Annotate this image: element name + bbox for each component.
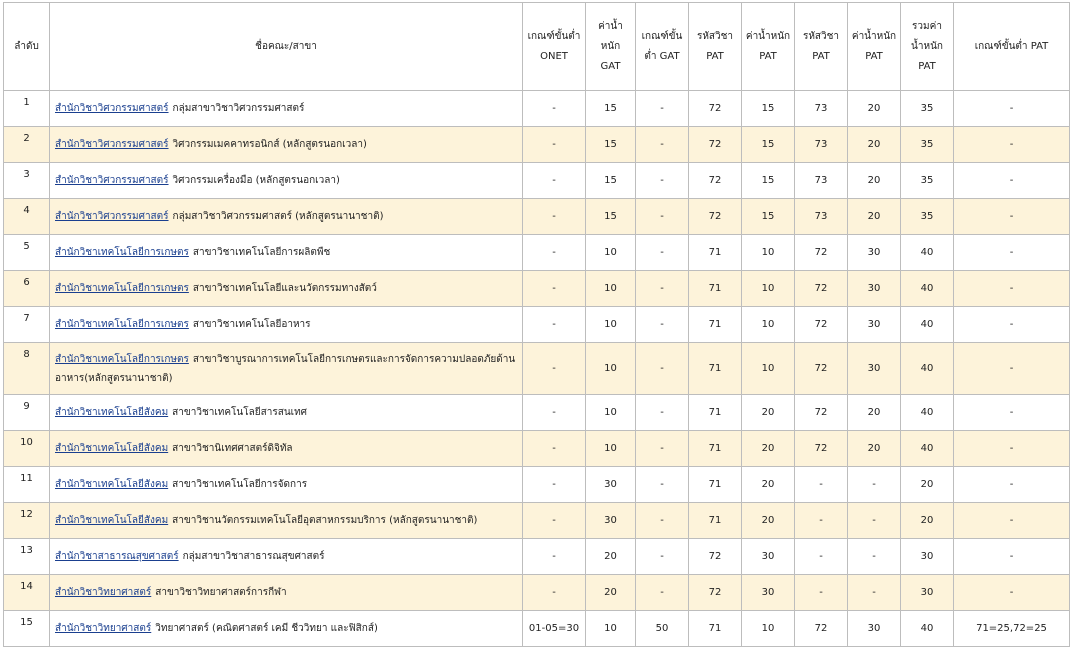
pat-weight-2-cell: - (848, 539, 901, 575)
onet-min-cell: - (523, 431, 586, 467)
pat-weight-2-cell: 20 (848, 91, 901, 127)
pat-weight-1-cell: 10 (742, 343, 795, 395)
table-row (4, 539, 1070, 575)
pat-weight-2-cell: 30 (848, 271, 901, 307)
pat-weight-2-cell: - (848, 503, 901, 539)
school-link[interactable]: สำนักวิชาเทคโนโลยีการเกษตร (55, 353, 189, 365)
gat-weight-cell: 10 (586, 235, 636, 271)
onet-min-cell: - (523, 163, 586, 199)
gat-min-cell: - (636, 395, 689, 431)
program-label: กลุ่มสาขาวิชาวิศวกรรมศาสตร์ (172, 103, 305, 114)
header-pat-code-2: รหัสวิชา PAT (795, 3, 848, 91)
program-name-cell (50, 503, 523, 539)
pat-code-1-cell: 71 (689, 467, 742, 503)
pat-code-2-cell: 72 (795, 307, 848, 343)
gat-min-cell: - (636, 91, 689, 127)
gat-min-cell: - (636, 343, 689, 395)
row-number-cell: 12 (4, 503, 50, 539)
gat-weight-cell: 15 (586, 91, 636, 127)
pat-code-2-cell: 72 (795, 271, 848, 307)
pat-code-1-cell: 71 (689, 431, 742, 467)
pat-weight-1-cell: 10 (742, 307, 795, 343)
gat-min-cell: - (636, 307, 689, 343)
onet-min-cell: - (523, 307, 586, 343)
gat-weight-cell: 20 (586, 539, 636, 575)
pat-weight-1-cell: 10 (742, 235, 795, 271)
row-number-cell: 15 (4, 611, 50, 647)
pat-weight-1-cell: 10 (742, 611, 795, 647)
pat-code-1-cell: 72 (689, 575, 742, 611)
pat-weight-1-cell: 15 (742, 91, 795, 127)
pat-weight-2-cell: 30 (848, 343, 901, 395)
program-name-cell (50, 271, 523, 307)
pat-weight-1-cell: 15 (742, 199, 795, 235)
pat-total-cell: 35 (901, 91, 954, 127)
row-number-cell: 3 (4, 163, 50, 199)
row-number-cell: 7 (4, 307, 50, 343)
pat-total-cell: 40 (901, 395, 954, 431)
table-row (4, 611, 1070, 647)
onet-min-cell: - (523, 575, 586, 611)
pat-min-cell: - (954, 467, 1070, 503)
pat-total-cell: 35 (901, 127, 954, 163)
program-name-cell (50, 199, 523, 235)
gat-weight-cell: 15 (586, 199, 636, 235)
pat-weight-2-cell: 20 (848, 431, 901, 467)
program-label: วิศวกรรมเมคคาทรอนิกส์ (หลักสูตรนอกเวลา) (172, 139, 367, 150)
onet-min-cell: - (523, 467, 586, 503)
program-label: สาขาวิชาบูรณาการเทคโนโลยีการเกษตรและการจัดการความปลอดภัยด้านอาหาร(หลักสูตรนานาชาติ) (55, 353, 516, 384)
table-row (4, 343, 1070, 395)
school-link[interactable]: สำนักวิชาเทคโนโลยีสังคม (55, 443, 169, 454)
pat-total-cell: 40 (901, 235, 954, 271)
pat-code-2-cell: 73 (795, 127, 848, 163)
pat-total-cell: 40 (901, 307, 954, 343)
gat-min-cell: - (636, 235, 689, 271)
program-label: สาขาวิชาเทคโนโลยีและนวัตกรรมทางสัตว์ (192, 283, 377, 294)
gat-min-cell: - (636, 539, 689, 575)
table-row (4, 503, 1070, 539)
pat-code-2-cell: 72 (795, 343, 848, 395)
pat-min-cell: 71=25,72=25 (954, 611, 1070, 647)
onet-min-cell: - (523, 91, 586, 127)
program-name-cell (50, 163, 523, 199)
pat-code-1-cell: 71 (689, 271, 742, 307)
gat-weight-cell: 10 (586, 307, 636, 343)
pat-total-cell: 30 (901, 575, 954, 611)
gat-min-cell: - (636, 199, 689, 235)
onet-min-cell: 01-05=30 (523, 611, 586, 647)
gat-min-cell: - (636, 467, 689, 503)
onet-min-cell: - (523, 235, 586, 271)
gat-min-cell: - (636, 127, 689, 163)
pat-code-1-cell: 72 (689, 199, 742, 235)
program-label: สาขาวิชาวิทยาศาสตร์การกีฬา (155, 587, 287, 598)
program-name-cell (50, 91, 523, 127)
pat-code-1-cell: 71 (689, 395, 742, 431)
pat-weight-1-cell: 30 (742, 575, 795, 611)
table-row (4, 307, 1070, 343)
pat-min-cell: - (954, 431, 1070, 467)
table-row (4, 431, 1070, 467)
pat-code-2-cell: 73 (795, 91, 848, 127)
gat-weight-cell: 15 (586, 127, 636, 163)
program-name-cell (50, 395, 523, 431)
gat-min-cell: - (636, 163, 689, 199)
table-row (4, 199, 1070, 235)
pat-weight-2-cell: 20 (848, 199, 901, 235)
pat-min-cell: - (954, 503, 1070, 539)
pat-weight-2-cell: 30 (848, 235, 901, 271)
school-link[interactable]: สำนักวิชาวิศวกรรมศาสตร์ (55, 175, 169, 186)
onet-min-cell: - (523, 395, 586, 431)
onet-min-cell: - (523, 271, 586, 307)
pat-weight-2-cell: 30 (848, 307, 901, 343)
row-number-cell: 4 (4, 199, 50, 235)
header-pat-min: เกณฑ์ขั้นต่ำ PAT (954, 3, 1070, 91)
row-number-cell: 6 (4, 271, 50, 307)
program-name-cell (50, 431, 523, 467)
school-link[interactable]: สำนักวิชาวิทยาศาสตร์ (55, 587, 152, 598)
pat-code-1-cell: 71 (689, 611, 742, 647)
pat-code-1-cell: 72 (689, 127, 742, 163)
pat-code-2-cell: 72 (795, 395, 848, 431)
program-name-cell (50, 539, 523, 575)
program-label: สาขาวิชาเทคโนโลยีอาหาร (192, 319, 311, 330)
table-row (4, 271, 1070, 307)
pat-min-cell: - (954, 539, 1070, 575)
pat-weight-1-cell: 20 (742, 431, 795, 467)
pat-code-2-cell: - (795, 575, 848, 611)
pat-total-cell: 20 (901, 467, 954, 503)
pat-code-1-cell: 71 (689, 343, 742, 395)
header-pat-weight-2: ค่าน้ำหนัก PAT (848, 3, 901, 91)
program-label: วิศวกรรมเครื่องมือ (หลักสูตรนอกเวลา) (172, 175, 340, 186)
school-link[interactable]: สำนักวิชาวิทยาศาสตร์ (55, 623, 152, 634)
header-pat-weight-1: ค่าน้ำหนัก PAT (742, 3, 795, 91)
pat-weight-1-cell: 20 (742, 467, 795, 503)
row-number-cell: 14 (4, 575, 50, 611)
pat-code-1-cell: 72 (689, 91, 742, 127)
header-name: ชื่อคณะ/สาขา (50, 3, 523, 91)
school-link[interactable]: สำนักวิชาเทคโนโลยีการเกษตร (55, 319, 189, 330)
table-row (4, 127, 1070, 163)
pat-total-cell: 40 (901, 343, 954, 395)
program-label: สาขาวิชาเทคโนโลยีการผลิตพืช (192, 247, 331, 258)
header-pat-code-1: รหัสวิชา PAT (689, 3, 742, 91)
pat-code-2-cell: - (795, 503, 848, 539)
school-link[interactable]: สำนักวิชาเทคโนโลยีสังคม (55, 479, 169, 490)
school-link[interactable]: สำนักวิชาเทคโนโลยีการเกษตร (55, 283, 189, 294)
pat-min-cell: - (954, 395, 1070, 431)
program-label: กลุ่มสาวิชาวิศวกรรมศาสตร์ (หลักสูตรนานาชาติ) (172, 211, 384, 222)
pat-total-cell: 40 (901, 611, 954, 647)
row-number-cell: 1 (4, 91, 50, 127)
school-link[interactable]: สำนักวิชาสาธารณสุขศาสตร์ (55, 551, 179, 562)
pat-min-cell: - (954, 163, 1070, 199)
pat-weight-1-cell: 20 (742, 503, 795, 539)
pat-weight-1-cell: 15 (742, 127, 795, 163)
pat-code-2-cell: 72 (795, 611, 848, 647)
pat-min-cell: - (954, 575, 1070, 611)
gat-weight-cell: 10 (586, 395, 636, 431)
program-name-cell (50, 575, 523, 611)
program-name-cell (50, 467, 523, 503)
school-link[interactable]: สำนักวิชาเทคโนโลยีสังคม (55, 515, 169, 526)
gat-weight-cell: 15 (586, 163, 636, 199)
admission-criteria-table-wrapper (3, 2, 1069, 647)
pat-weight-1-cell: 15 (742, 163, 795, 199)
gat-weight-cell: 30 (586, 467, 636, 503)
gat-weight-cell: 10 (586, 343, 636, 395)
table-row (4, 467, 1070, 503)
pat-min-cell: - (954, 199, 1070, 235)
gat-min-cell: - (636, 575, 689, 611)
pat-min-cell: - (954, 271, 1070, 307)
school-link[interactable]: สำนักวิชาวิศวกรรมศาสตร์ (55, 139, 169, 150)
table-body (4, 91, 1070, 647)
gat-weight-cell: 30 (586, 503, 636, 539)
pat-weight-1-cell: 30 (742, 539, 795, 575)
pat-total-cell: 40 (901, 271, 954, 307)
program-label: สาขาวิชาเทคโนโลยีสารสนเทศ (172, 407, 308, 418)
row-number-cell: 11 (4, 467, 50, 503)
gat-min-cell: - (636, 271, 689, 307)
pat-code-2-cell: 72 (795, 431, 848, 467)
program-name-cell (50, 343, 523, 395)
gat-min-cell: 50 (636, 611, 689, 647)
row-number-cell: 10 (4, 431, 50, 467)
pat-min-cell: - (954, 91, 1070, 127)
school-link[interactable]: สำนักวิชาเทคโนโลยีการเกษตร (55, 247, 189, 258)
gat-weight-cell: 10 (586, 271, 636, 307)
pat-weight-2-cell: 20 (848, 163, 901, 199)
program-label: สาขาวิชาเทคโนโลยีการจัดการ (172, 479, 308, 490)
pat-weight-2-cell: - (848, 467, 901, 503)
school-link[interactable]: สำนักวิชาวิศวกรรมศาสตร์ (55, 103, 169, 114)
gat-min-cell: - (636, 503, 689, 539)
program-name-cell (50, 307, 523, 343)
pat-code-2-cell: - (795, 539, 848, 575)
admission-criteria-table (3, 2, 1070, 647)
table-row (4, 91, 1070, 127)
pat-weight-2-cell: 20 (848, 127, 901, 163)
table-row (4, 575, 1070, 611)
program-label: สาขาวิชานวัตกรรมเทคโนโลยีอุตสาหกรรมบริการ (หลักสูตรนานาชาติ) (172, 515, 478, 526)
onet-min-cell: - (523, 539, 586, 575)
onet-min-cell: - (523, 199, 586, 235)
school-link[interactable]: สำนักวิชาวิศวกรรมศาสตร์ (55, 211, 169, 222)
onet-min-cell: - (523, 343, 586, 395)
pat-total-cell: 30 (901, 539, 954, 575)
gat-weight-cell: 10 (586, 611, 636, 647)
pat-min-cell: - (954, 235, 1070, 271)
onet-min-cell: - (523, 503, 586, 539)
gat-weight-cell: 10 (586, 431, 636, 467)
header-gat-weight: ค่าน้ำหนัก GAT (586, 3, 636, 91)
row-number-cell: 13 (4, 539, 50, 575)
program-label: วิทยาศาสตร์ (คณิตศาสตร์ เคมี ชีววิทยา และฟิสิกส์) (155, 623, 378, 634)
header-pat-total: รวมค่า น้ำหนัก PAT (901, 3, 954, 91)
row-number-cell: 5 (4, 235, 50, 271)
pat-code-2-cell: 72 (795, 235, 848, 271)
pat-code-1-cell: 71 (689, 503, 742, 539)
onet-min-cell: - (523, 127, 586, 163)
pat-weight-1-cell: 10 (742, 271, 795, 307)
school-link[interactable]: สำนักวิชาเทคโนโลยีสังคม (55, 407, 169, 418)
row-number-cell: 8 (4, 343, 50, 395)
pat-total-cell: 35 (901, 163, 954, 199)
pat-weight-2-cell: 20 (848, 395, 901, 431)
pat-weight-2-cell: 30 (848, 611, 901, 647)
pat-min-cell: - (954, 307, 1070, 343)
program-label: กลุ่มสาขาวิชาสาธารณสุขศาสตร์ (182, 551, 325, 562)
pat-code-1-cell: 71 (689, 307, 742, 343)
table-header-row (4, 3, 1070, 91)
pat-total-cell: 40 (901, 431, 954, 467)
pat-code-2-cell: - (795, 467, 848, 503)
pat-min-cell: - (954, 343, 1070, 395)
pat-weight-1-cell: 20 (742, 395, 795, 431)
header-gat-min: เกณฑ์ขั้น ต่ำ GAT (636, 3, 689, 91)
table-row (4, 395, 1070, 431)
row-number-cell: 2 (4, 127, 50, 163)
program-name-cell (50, 235, 523, 271)
pat-code-1-cell: 72 (689, 163, 742, 199)
row-number-cell: 9 (4, 395, 50, 431)
header-no: ลำดับ (4, 3, 50, 91)
pat-code-1-cell: 71 (689, 235, 742, 271)
pat-total-cell: 20 (901, 503, 954, 539)
program-label: สาขาวิชานิเทศศาสตร์ดิจิทัล (172, 443, 293, 454)
table-row (4, 235, 1070, 271)
pat-min-cell: - (954, 127, 1070, 163)
program-name-cell (50, 127, 523, 163)
program-name-cell (50, 611, 523, 647)
pat-code-1-cell: 72 (689, 539, 742, 575)
pat-weight-2-cell: - (848, 575, 901, 611)
header-onet-min: เกณฑ์ขั้นต่ำ ONET (523, 3, 586, 91)
table-row (4, 163, 1070, 199)
gat-weight-cell: 20 (586, 575, 636, 611)
pat-total-cell: 35 (901, 199, 954, 235)
pat-code-2-cell: 73 (795, 163, 848, 199)
gat-min-cell: - (636, 431, 689, 467)
pat-code-2-cell: 73 (795, 199, 848, 235)
